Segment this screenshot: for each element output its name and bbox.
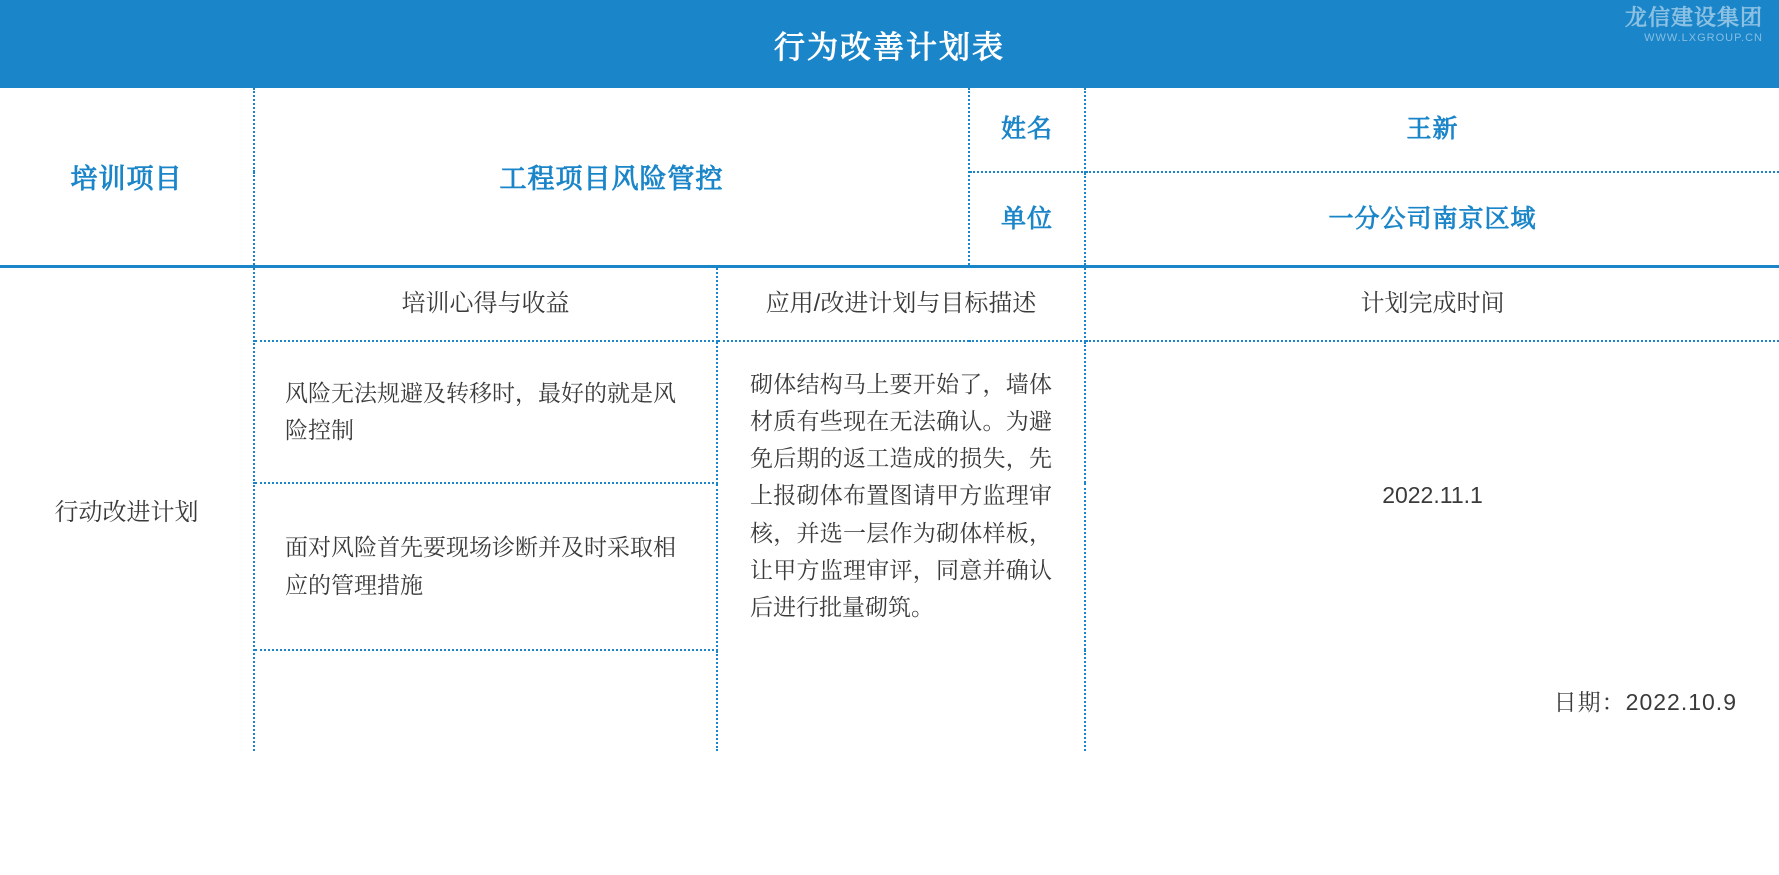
plan-cell bbox=[717, 341, 1085, 650]
unit-value-cell bbox=[1085, 172, 1779, 267]
insight-cell-1 bbox=[254, 341, 717, 483]
signature-date-cell bbox=[1085, 650, 1779, 751]
due-date-cell bbox=[1085, 341, 1779, 650]
unit-value: 一分公司南京区域 bbox=[1328, 205, 1537, 233]
training-project-value-cell bbox=[254, 88, 969, 267]
name-value: 王新 bbox=[1406, 115, 1459, 143]
name-value-cell bbox=[1085, 88, 1779, 172]
unit-label-cell bbox=[969, 172, 1085, 267]
document-header bbox=[0, 0, 1779, 88]
page-title: 行为改善计划表 bbox=[774, 29, 1005, 65]
watermark-company-url: WWW.LXGROUP.CN bbox=[1644, 32, 1763, 45]
name-label: 姓名 bbox=[1000, 115, 1053, 143]
info-row-name bbox=[0, 88, 1779, 172]
signature-blank-1 bbox=[255, 682, 716, 720]
training-project-label: 培训项目 bbox=[70, 164, 183, 194]
row-label-cell bbox=[0, 267, 254, 752]
improvement-plan-table bbox=[0, 88, 1779, 751]
column-header-date-cell bbox=[1085, 267, 1779, 342]
column-header-date: 计划完成时间 bbox=[1360, 290, 1505, 317]
column-header-plan: 应用/改进计划与目标描述 bbox=[765, 290, 1037, 317]
signature-date-text: 日期：2022.10.9 bbox=[1553, 689, 1737, 715]
training-project-label-cell bbox=[0, 88, 254, 267]
content-row-first bbox=[0, 341, 1779, 483]
document-table-wrapper bbox=[0, 88, 1779, 875]
signature-blank-cell-2 bbox=[717, 650, 1085, 751]
table-column-header-row bbox=[0, 267, 1779, 342]
unit-label: 单位 bbox=[1000, 205, 1053, 233]
insight-text-2: 面对风险首先要现场诊断并及时采取相应的管理措施 bbox=[285, 534, 676, 598]
name-label-cell bbox=[969, 88, 1085, 172]
plan-text: 砌体结构马上要开始了，墙体材质有些现在无法确认。为避免后期的返工造成的损失，先上报砌体布置图请甲方监理审核，并选一层作为砌体样板，让甲方监理审评，同意并确认后进行批量砌筑。 bbox=[750, 370, 1052, 621]
insight-cell-2 bbox=[254, 483, 717, 650]
signature-row bbox=[0, 650, 1779, 751]
signature-blank-2 bbox=[718, 682, 1084, 720]
company-watermark bbox=[1625, 6, 1763, 44]
column-header-plan-cell bbox=[717, 267, 1085, 342]
column-header-insights-cell bbox=[254, 267, 717, 342]
signature-blank-cell-1 bbox=[254, 650, 717, 751]
column-header-insights: 培训心得与收益 bbox=[401, 290, 570, 317]
due-date-text: 2022.11.1 bbox=[1382, 482, 1483, 509]
insight-text-1: 风险无法规避及转移时，最好的就是风险控制 bbox=[285, 379, 676, 443]
row-label: 行动改进计划 bbox=[54, 499, 199, 526]
watermark-company-name: 龙信建设集团 bbox=[1624, 5, 1763, 30]
training-project-value: 工程项目风险管控 bbox=[499, 164, 724, 194]
